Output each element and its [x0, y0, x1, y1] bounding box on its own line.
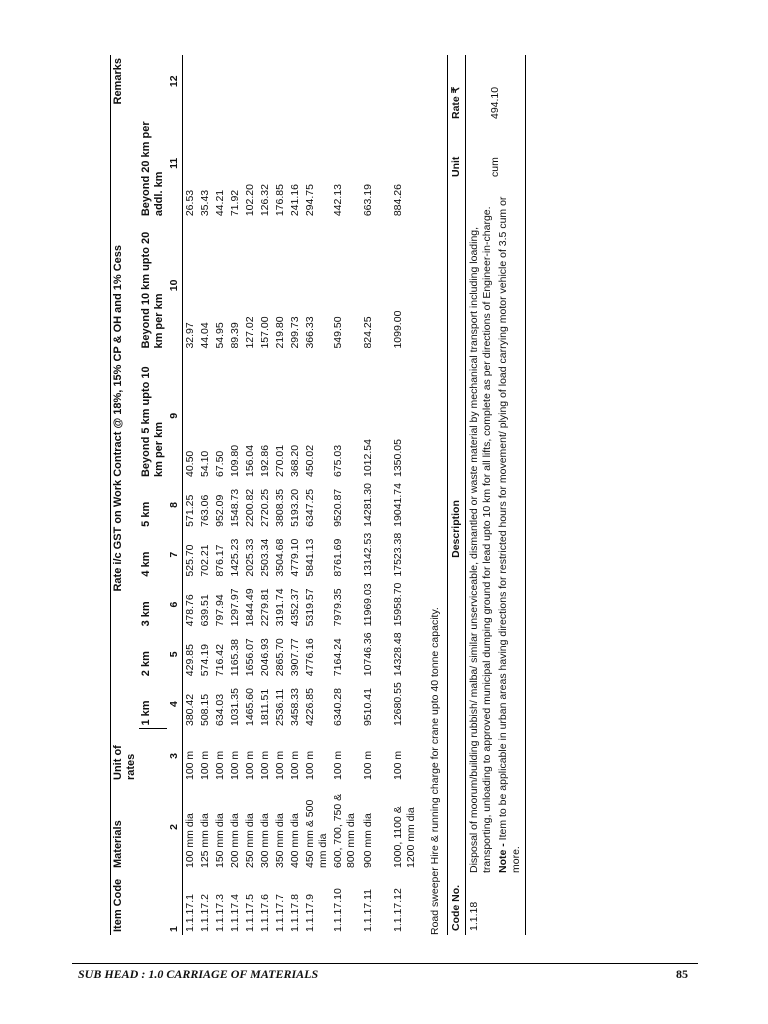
table-row [361, 55, 391, 935]
rate-cell: 1297.97 [229, 588, 241, 627]
table-row [258, 55, 273, 935]
rate-cell: 1465.60 [244, 688, 256, 726]
footer-rule [72, 963, 698, 964]
rate-cell: 1548.73 [229, 488, 241, 527]
item-code-cell: 1.1.17.6 [259, 894, 271, 932]
unit-cell: 100 m [229, 750, 241, 780]
item-code-cell: 1.1.17.5 [244, 894, 256, 932]
unit-cell: 100 m [274, 750, 286, 780]
unit-cell: 100 m [289, 750, 301, 780]
rate-cell: 1012.54 [362, 439, 374, 478]
remarks-cell [183, 55, 199, 108]
rate-cell: 366.33 [304, 316, 316, 349]
remarks-cell [258, 55, 273, 108]
desc-item-rate: 494.10 [466, 55, 526, 123]
rate-cell: 54.10 [199, 450, 211, 478]
rate-cell: 4776.16 [304, 638, 316, 677]
material-cell: 350 mm dia [274, 813, 286, 868]
header-materials: Materials [111, 783, 140, 871]
rate-cell: 54.95 [214, 322, 226, 349]
item-code-cell: 1.1.17.10 [332, 888, 344, 932]
rate-cell: 10746.36 [362, 632, 374, 677]
rate-cell: 763.06 [199, 494, 211, 527]
rate-cell: 127.02 [244, 316, 256, 349]
item-code-cell: 1.1.17.1 [184, 894, 196, 932]
page-number: 85 [676, 967, 688, 981]
item-code-cell: 1.1.17.8 [289, 894, 301, 932]
rate-cell: 8761.69 [332, 538, 344, 577]
rate-cell: 192.86 [259, 444, 271, 478]
rate-cell: 4779.10 [289, 538, 301, 577]
table-row [198, 55, 213, 935]
rate-cell: 299.73 [289, 316, 301, 349]
rate-cell: 429.85 [184, 644, 196, 677]
desc-item-unit: cum [466, 123, 526, 181]
item-code-cell: 1.1.17.9 [304, 894, 316, 932]
rate-cell: 675.03 [332, 444, 344, 478]
unit-cell: 100 m [214, 750, 226, 780]
rate-cell: 12680.55 [392, 682, 404, 726]
rate-cell: 219.80 [274, 316, 286, 349]
rate-cell: 17523.38 [392, 532, 404, 577]
rate-cell: 270.01 [274, 444, 286, 478]
header-unit-of-rates: Unit of rates [111, 729, 140, 783]
rate-cell: 1165.38 [229, 639, 241, 677]
material-cell: 200 mm dia [229, 813, 241, 868]
remarks-cell [361, 55, 391, 108]
item-code-cell: 1.1.17.4 [229, 894, 241, 932]
header-distance-6: Beyond 5 km upto 10 km per km [140, 366, 165, 478]
rate-cell: 11969.03 [362, 583, 374, 627]
rate-cell: 157.00 [259, 316, 271, 349]
rate-cell: 40.50 [184, 450, 196, 478]
rate-cell: 13142.53 [362, 532, 374, 577]
remarks-cell [243, 55, 258, 108]
rate-cell: 6347.25 [304, 488, 316, 527]
unit-cell: 100 m [244, 750, 256, 780]
rate-cell: 508.15 [199, 693, 211, 726]
rates-table [110, 55, 419, 935]
item-code-cell: 1.1.17.11 [362, 888, 374, 932]
rate-cell: 1350.05 [392, 439, 404, 478]
rate-cell: 3907.77 [289, 638, 301, 677]
rate-cell: 2025.33 [244, 538, 256, 577]
column-number-11: 11 [167, 108, 183, 220]
remarks-cell [198, 55, 213, 108]
material-cell: 600, 700, 750 & 800 mm dia [332, 793, 357, 868]
rate-cell: 241.16 [289, 184, 301, 217]
rate-cell: 571.25 [184, 494, 196, 527]
rate-cell: 5193.20 [289, 488, 301, 527]
item-code-cell: 1.1.17.7 [274, 894, 286, 932]
desc-header-code: Code No. [448, 877, 466, 935]
unit-cell: 100 m [184, 750, 196, 780]
rate-cell: 380.42 [184, 693, 196, 726]
table-row [213, 55, 228, 935]
rate-cell: 884.26 [392, 184, 404, 217]
material-cell: 100 mm dia [184, 813, 196, 868]
rate-cell: 9520.87 [332, 488, 344, 527]
rate-cell: 4226.85 [304, 688, 316, 726]
unit-cell: 100 m [362, 750, 374, 780]
rate-cell: 9510.41 [362, 688, 374, 726]
header-distance-4: 4 km [140, 551, 152, 577]
table-body [183, 55, 420, 935]
table-caption: Road sweeper Hire & running charge for crane upto 40 tonne capacity. [429, 607, 441, 935]
column-number-4: 4 [167, 679, 183, 729]
rate-cell: 6340.28 [332, 688, 344, 726]
rate-cell: 176.85 [274, 184, 286, 217]
rate-cell: 71.92 [229, 189, 241, 217]
rate-cell: 7979.35 [332, 588, 344, 627]
desc-header-description: Description [448, 181, 466, 877]
rate-cell: 2046.93 [259, 638, 271, 677]
desc-note-text: Item to be applicable in urban areas having directions for restricted hours for movement/ plying of load carrying motor vehicle of 3.5 cum or more. [497, 196, 522, 873]
rate-cell: 32.97 [184, 322, 196, 349]
remarks-cell [273, 55, 288, 108]
unit-cell: 100 m [304, 750, 316, 780]
column-number-2: 2 [167, 783, 183, 871]
header-distance-8: Beyond 20 km per addl. km [140, 121, 165, 217]
rate-cell: 109.80 [229, 444, 241, 478]
rate-cell: 1656.07 [244, 638, 256, 677]
column-number-7: 7 [167, 530, 183, 580]
column-number-3: 3 [167, 729, 183, 783]
desc-header-rate: Rate ₹ [448, 55, 466, 123]
rate-cell: 89.39 [229, 322, 241, 349]
rate-cell: 702.21 [199, 544, 211, 577]
unit-cell: 100 m [332, 750, 344, 780]
rate-cell: 5841.13 [304, 538, 316, 577]
rate-cell: 14281.30 [362, 483, 374, 527]
rate-cell: 525.70 [184, 544, 196, 577]
table-row [273, 55, 288, 935]
column-number-6: 6 [167, 580, 183, 630]
table-row [331, 55, 361, 935]
column-number-10: 10 [167, 219, 183, 351]
desc-note-label: Note - [497, 843, 509, 873]
rate-cell: 450.02 [304, 444, 316, 478]
rate-cell: 2279.81 [259, 588, 271, 627]
rate-cell: 15958.70 [392, 582, 404, 627]
rotated-content [110, 55, 660, 935]
rate-cell: 67.50 [214, 450, 226, 478]
rate-cell: 876.17 [214, 544, 226, 577]
table-row [243, 55, 258, 935]
rate-cell: 3458.33 [289, 688, 301, 726]
material-cell: 300 mm dia [259, 813, 271, 868]
remarks-cell [391, 55, 419, 108]
material-cell: 400 mm dia [289, 813, 301, 868]
material-cell: 150 mm dia [214, 813, 226, 868]
rate-cell: 2536.11 [274, 688, 286, 726]
rate-cell: 3191.74 [274, 588, 286, 627]
rate-cell: 2200.82 [244, 488, 256, 527]
rate-cell: 19041.74 [392, 483, 404, 527]
material-cell: 125 mm dia [199, 813, 211, 868]
table-row [288, 55, 303, 935]
header-distance-3: 3 km [140, 601, 152, 627]
remarks-cell [303, 55, 331, 108]
remarks-cell [288, 55, 303, 108]
rate-cell: 952.09 [214, 494, 226, 527]
rate-cell: 442.13 [332, 184, 344, 217]
rate-cell: 824.25 [362, 316, 374, 349]
header-distance-1: 1 km [139, 679, 167, 729]
item-code-cell: 1.1.17.12 [392, 888, 404, 932]
table-row [228, 55, 243, 935]
material-cell: 900 mm dia [362, 813, 374, 868]
rate-cell: 1031.35 [229, 688, 241, 726]
rate-cell: 44.21 [214, 189, 226, 217]
rate-cell: 5319.57 [304, 588, 316, 627]
rate-cell: 574.19 [199, 644, 211, 677]
rate-cell: 3808.35 [274, 488, 286, 527]
rate-cell: 478.76 [184, 594, 196, 627]
table-row [391, 55, 419, 935]
rate-cell: 1811.51 [259, 688, 271, 726]
column-number-12: 12 [167, 55, 183, 108]
rate-cell: 126.32 [259, 184, 271, 217]
remarks-cell [331, 55, 361, 108]
rate-cell: 549.50 [332, 316, 344, 349]
unit-cell: 100 m [392, 750, 404, 780]
header-distance-5: 5 km [140, 501, 152, 527]
column-number-9: 9 [167, 352, 183, 480]
desc-header-unit: Unit [448, 123, 466, 181]
rate-cell: 663.19 [362, 184, 374, 217]
rate-cell: 2720.25 [259, 488, 271, 527]
item-code-cell: 1.1.17.2 [199, 894, 211, 932]
column-number-1: 1 [167, 871, 183, 935]
rate-cell: 1425.23 [229, 538, 241, 577]
rate-cell: 368.20 [289, 444, 301, 478]
desc-item-code: 1.1.18 [466, 877, 526, 935]
column-number-8: 8 [167, 480, 183, 530]
table-row [183, 55, 199, 935]
rate-cell: 634.03 [214, 693, 226, 726]
rate-cell: 7164.24 [332, 638, 344, 677]
rate-cell: 639.51 [199, 594, 211, 627]
column-number-5: 5 [167, 629, 183, 679]
header-item-code: Item Code [111, 871, 140, 935]
unit-cell: 100 m [259, 750, 271, 780]
rate-cell: 1099.00 [392, 310, 404, 349]
rate-cell: 2865.70 [274, 638, 286, 677]
rate-cell: 156.04 [244, 444, 256, 478]
rate-cell: 44.04 [199, 322, 211, 349]
header-rate-title: Rate i/c GST on Work Contract @ 18%, 15% CP & OH and 1% Cess [111, 108, 140, 730]
rate-cell: 3504.68 [274, 538, 286, 577]
material-cell: 450 mm & 500 mm dia [304, 799, 329, 868]
rate-cell: 102.20 [244, 184, 256, 217]
material-cell: 1000, 1100 & 1200 mm dia [392, 806, 417, 868]
header-remarks: Remarks [111, 55, 140, 108]
unit-cell: 100 m [199, 750, 211, 780]
item-code-cell: 1.1.17.3 [214, 894, 226, 932]
remarks-cell [213, 55, 228, 108]
desc-item-text: Disposal of moorum/building rubbish/ malba/ similar unserviceable, dismantled or waste material by mechanical transport including loading, transporting, unloading to approved municipal dumping ground for lead upto 10 km for all lifts, complete as per directions of Engineer-in-charge. [468, 206, 493, 873]
header-distance-7: Beyond 10 km upto 20 km per km [140, 231, 165, 349]
rate-cell: 294.75 [304, 184, 316, 217]
table-row [303, 55, 331, 935]
rate-cell: 716.42 [214, 644, 226, 677]
rate-cell: 797.94 [214, 594, 226, 627]
header-distance-2: 2 km [140, 651, 152, 677]
rate-cell: 2503.34 [259, 538, 271, 577]
column-number-row [167, 55, 183, 935]
footer-subhead: SUB HEAD : 1.0 CARRIAGE OF MATERIALS [78, 967, 319, 981]
rate-cell: 35.43 [199, 189, 211, 217]
rate-cell: 1844.49 [244, 588, 256, 627]
material-cell: 250 mm dia [244, 813, 256, 868]
rate-cell: 14328.48 [392, 632, 404, 677]
header-distance-row [139, 55, 167, 935]
rate-cell: 26.53 [184, 189, 196, 217]
remarks-cell [228, 55, 243, 108]
rate-cell: 4352.37 [289, 588, 301, 627]
description-table [447, 55, 526, 935]
